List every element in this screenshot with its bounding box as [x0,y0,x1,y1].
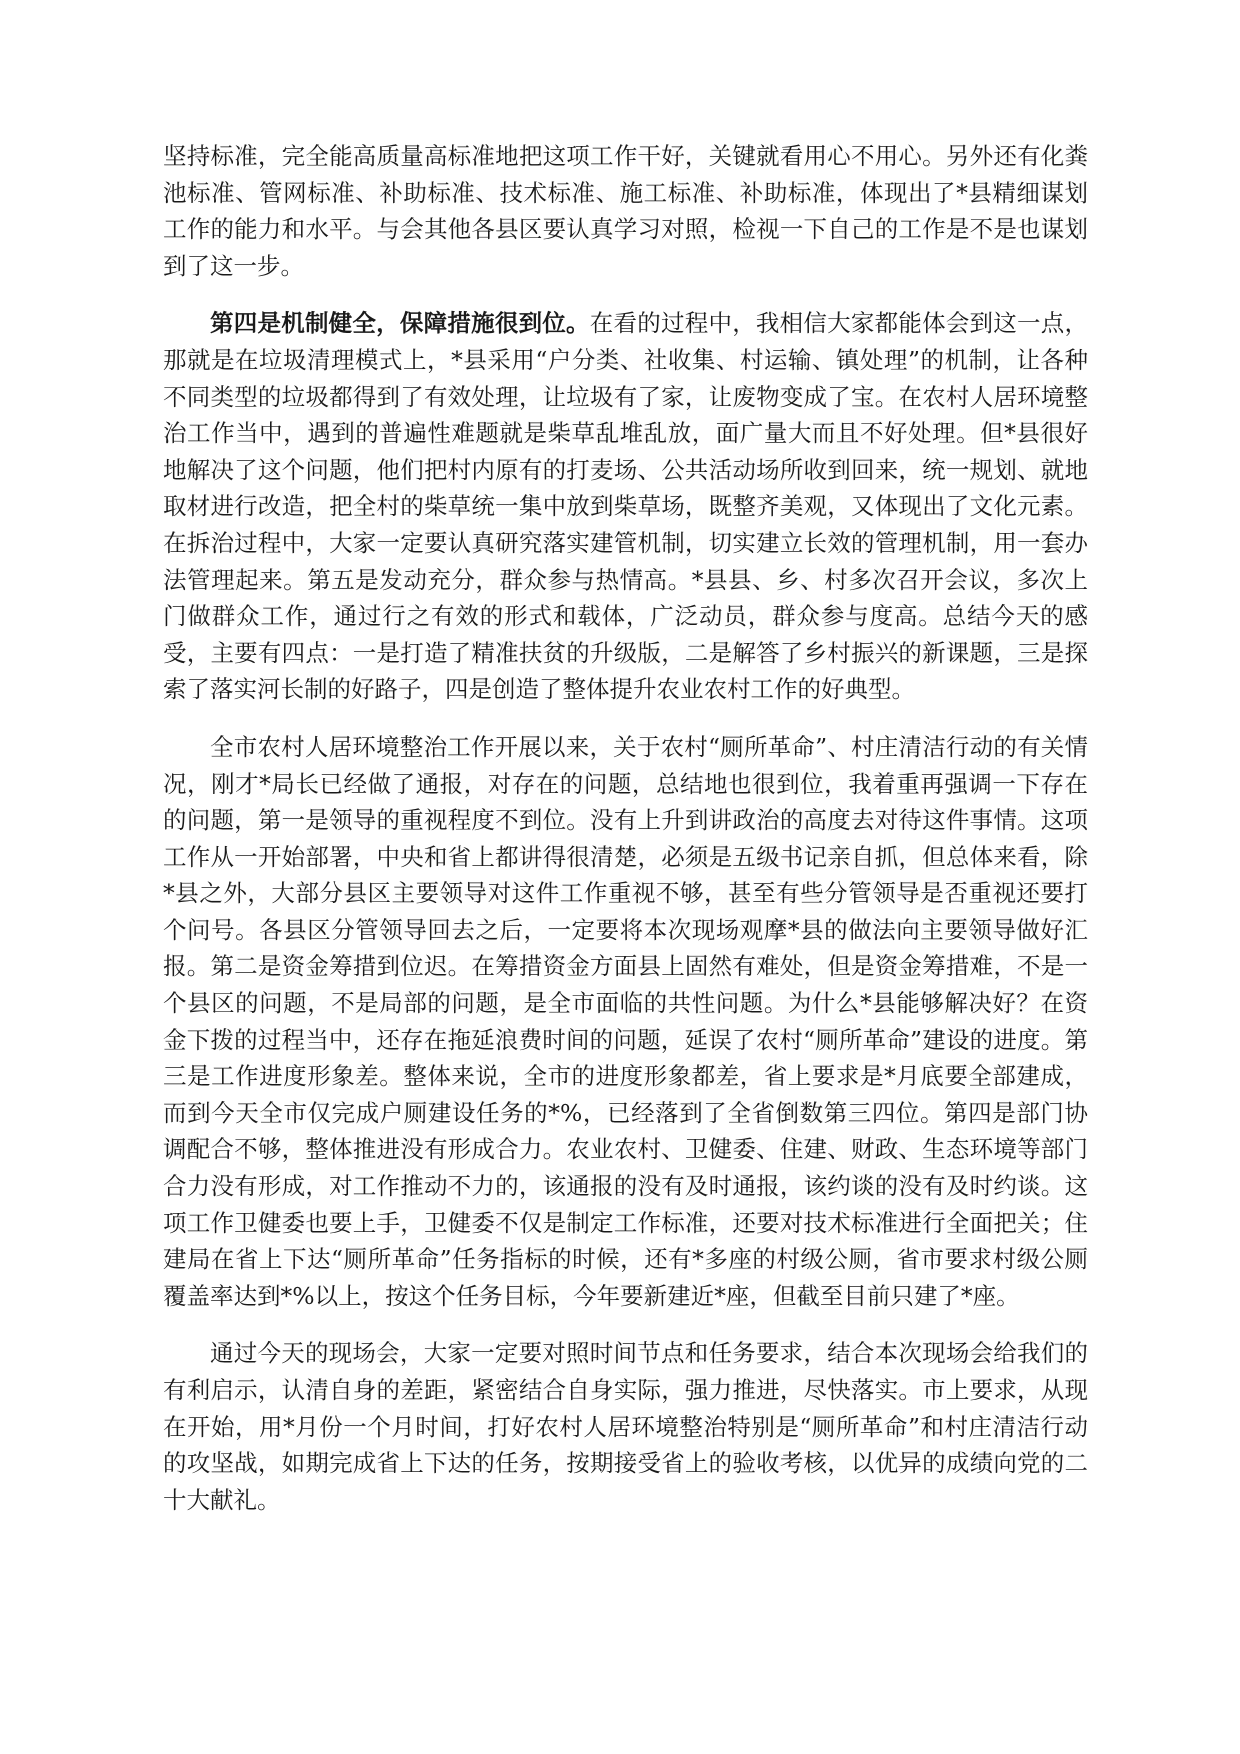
paragraph-1-text: 坚持标准，完全能高质量高标准地把这项工作干好，关键就看用心不用心。另外还有化粪池标准、管网标准、补助标准、技术标准、施工标准、补助标准，体现出了*县精细谋划工作的能力和水平。与会其他各县区要认真学习对照，检视一下自己的工作是不是也谋划到了这一步。 [163,142,1088,280]
paragraph-4 [163,1335,1088,1518]
paragraph-4-text: 通过今天的现场会，大家一定要对照时间节点和任务要求，结合本次现场会给我们的有利启示，认清自身的差距，紧密结合自身实际，强力推进，尽快落实。市上要求，从现在开始，用*月份一个月时间，打好农村人居环境整治特别是“厕所革命”和村庄清洁行动的攻坚战，如期完成省上下达的任务，按期接受省上的验收考核，以优异的成绩向党的二十大献礼。 [163,1339,1088,1514]
paragraph-3-text: 全市农村人居环境整治工作开展以来，关于农村“厕所革命”、村庄清洁行动的有关情况，刚才*局长已经做了通报，对存在的问题，总结地也很到位，我着重再强调一下存在的问题，第一是领导的重视程度不到位。没有上升到讲政治的高度去对待这件事情。这项工作从一开始部署，中央和省上都讲得很清楚，必须是五级书记亲自抓，但总体来看，除*县之外，大部分县区主要领导对这件工作重视不够，甚至有些分管领导是否重视还要打个问号。各县区分管领导回去之后，一定要将本次现场观摩*县的做法向主要领导做好汇报。第二是资金筹措到位迟。在筹措资金方面县上固然有难处，但是资金筹措难，不是一个县区的问题，不是局部的问题，是全市面临的共性问题。为什么*县能够解决好？在资金下拨的过程当中，还存在拖延浪费时间的问题，延误了农村“厕所革命”建设的进度。第三是工作进度形象差。整体来说，全市的进度形象都差，省上要求是*月底要全部建成，而到今天全市仅完成户厕建设任务的*%，已经落到了全省倒数第三四位。第四是部门协调配合不够，整体推进没有形成合力。农业农村、卫健委、住建、财政、生态环境等部门合力没有形成，对工作推动不力的，该通报的没有及时通报，该约谈的没有及时约谈。这项工作卫健委也要上手，卫健委不仅是制定工作标准，还要对技术标准进行全面把关；住建局在省上下达“厕所革命”任务指标的时候，还有*多座的村级公厕，省市要求村级公厕覆盖率达到*%以上，按这个任务目标，今年要新建近*座，但截至目前只建了*座。 [163,732,1088,1310]
paragraph-2-lead-heading: 第四是机制健全，保障措施很到位。 [210,309,590,338]
document-page [163,138,1088,1539]
paragraph-2-text: 在看的过程中，我相信大家都能体会到这一点，那就是在垃圾清理模式上，*县采用“户分类、社收集、村运输、镇处理”的机制，让各种不同类型的垃圾都得到了有效处理，让垃圾有了家，让废物变成了宝。在农村人居环境整治工作当中，遇到的普遍性难题就是柴草乱堆乱放，面广量大而且不好处理。但*县很好地解决了这个问题，他们把村内原有的打麦场、公共活动场所收到回来，统一规划、就地取材进行改造，把全村的柴草统一集中放到柴草场，既整齐美观，又体现出了文化元素。在拆治过程中，大家一定要认真研究落实建管机制，切实建立长效的管理机制，用一套办法管理起来。第五是发动充分，群众参与热情高。*县县、乡、村多次召开会议，多次上门做群众工作，通过行之有效的形式和载体，广泛动员，群众参与度高。总结今天的感受，主要有四点：一是打造了精准扶贫的升级版，二是解答了乡村振兴的新课题，三是探索了落实河长制的好路子，四是创造了整体提升农业农村工作的好典型。 [163,309,1089,704]
paragraph-2 [163,305,1088,708]
paragraph-3 [163,729,1088,1315]
paragraph-1 [163,138,1088,284]
